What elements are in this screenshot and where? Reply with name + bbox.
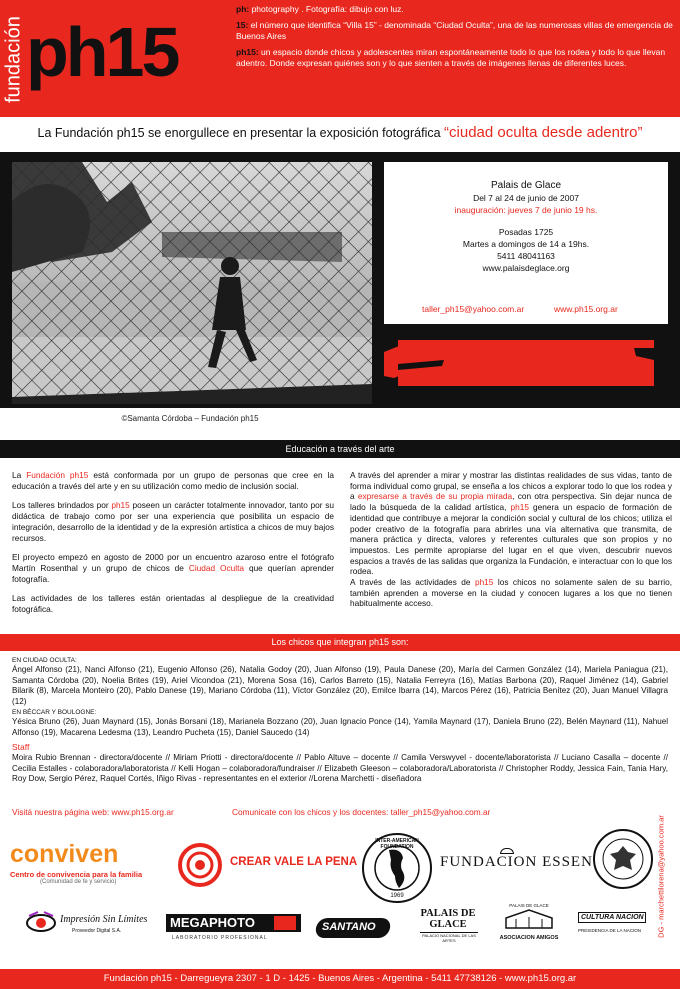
palais-tagline: PALACIO NACIONAL DE LAS ARTES — [420, 932, 478, 943]
event-email-link[interactable]: taller_ph15@yahoo.com.ar — [422, 304, 525, 314]
education-heading: Educación a través del arte — [0, 440, 680, 458]
staff-title: Staff — [12, 742, 30, 753]
education-paragraph: La Fundación ph15 está conformada por un grupo de personas que cree en la educación a través del arte y en su utilización como medio de inclusión social. — [12, 470, 334, 491]
event-info-card — [384, 162, 668, 324]
intro-text: La Fundación ph15 se enorgullece en presentar la exposición fotográfica — [37, 126, 445, 140]
education-paragraph: El proyecto empezó en agosto de 2000 por un encuentro azaroso entre el fotógrafo Martín Rosenthal y un grupo de chicos de Ciudad Oculta que querían aprender fotografía. — [12, 552, 334, 584]
essen-wordmark: FUNDACION ESSEN — [440, 854, 593, 870]
amigos-wordmark: ASOCIACION AMIGOS — [499, 935, 559, 941]
event-dates: Del 7 al 24 de junio de 2007 — [473, 193, 579, 203]
megaphoto-tagline: LABORATORIO PROFESIONAL — [172, 935, 268, 941]
crear-vale-la-pena-logo — [178, 838, 358, 892]
amigos-top-text: PALAIS DE GLACE — [509, 903, 549, 908]
crear-swirl-icon — [178, 842, 222, 888]
definition-ph15 — [236, 47, 676, 69]
definition-15 — [236, 20, 676, 42]
brand-fundacion — [2, 8, 24, 108]
designer-credit — [653, 790, 669, 970]
definition-term: ph: — [236, 4, 250, 14]
definition-text: photography . Fotografía: dibujo con luz. — [249, 4, 404, 14]
education-left-column — [12, 470, 334, 624]
education-paragraph: Las actividades de los talleres están orientadas al despliegue de la creatividad fotográfica. — [12, 593, 334, 615]
event-venue: Palais de Glace — [490, 180, 562, 191]
event-address: Posadas 1725 — [498, 227, 554, 237]
kids-heading: Los chicos que integran ph15 son: — [0, 634, 680, 651]
definition-text: un espacio donde chicos y adolescentes miran espontáneamente todo lo que los rodea y todo lo que llevan adentro. Donde expresan quiénes son y lo que sienten a través de imágenes llenas de diferentes luces. — [236, 47, 666, 68]
cultura-nacion-logo — [578, 912, 646, 946]
definition-ph — [236, 4, 676, 15]
kids-list — [12, 656, 668, 785]
exhibition-title: “ciudad oculta desde adentro” — [444, 124, 643, 141]
website-link[interactable]: Visitá nuestra página web: www.ph15.org.ar — [12, 807, 174, 817]
education-paragraph: Los talleres brindados por ph15 poseen un carácter totalmente innovador, tanto por su didáctica de trabajo como por ser una experiencia que posibilita un espacio de integración, desarrollo de la identidad y de la expresión artística a chicos de muy bajos recursos. — [12, 500, 334, 543]
brand-logo-ph15: ph15 — [26, 13, 178, 91]
conviven-wordmark: conviven — [10, 840, 119, 868]
event-opening: inauguración: jueves 7 de junio 19 hs. — [454, 205, 598, 215]
crear-wordmark: CREAR VALE LA PENA — [230, 856, 358, 868]
red-brush-graphic — [384, 330, 668, 396]
conviven-logo — [10, 840, 175, 890]
group-title-beccar: EN BÉCCAR Y BOULOGNE: — [12, 708, 97, 716]
asociacion-amigos-logo — [496, 903, 562, 949]
definition-term: 15: — [236, 20, 249, 30]
event-phone: 5411 48041163 — [497, 251, 555, 261]
conviven-tagline-2: (Comunidad de fe y servicio) — [40, 879, 117, 885]
conviven-tagline: Centro de convivencia para la familia — [10, 870, 143, 879]
definitions — [236, 4, 676, 74]
definition-text: el número que identifica “Villa 15” - denominada “Ciudad Oculta”, una de las numerosas villas de emergencia de Buenos Aires — [236, 20, 673, 41]
iaf-year: 1969 — [390, 893, 404, 899]
photo-girl-behind-fence — [12, 162, 372, 404]
photo-caption: ©Samanta Córdoba – Fundación ph15 — [121, 414, 259, 423]
cultura-wordmark: CULTURA NACION — [578, 912, 646, 923]
designer-email: DG - marchettilorena@yahoo.com.ar — [656, 815, 666, 938]
impresion-tagline: Proveedor Digital S.A. — [72, 928, 122, 934]
event-web-link[interactable]: www.palaisdeglace.org — [482, 263, 570, 273]
iaf-text: INTER-AMERICAN FOUNDATION — [375, 838, 419, 850]
exhibition-photo — [12, 162, 372, 404]
palais-wordmark: PALAIS DE GLACE — [420, 908, 476, 930]
impresion-sin-limites-logo — [26, 906, 156, 948]
brand-small-text: fundación — [2, 16, 25, 103]
footer-contact-bar: Fundación ph15 - Darregueyra 2307 - 1 D - 1425 - Buenos Aires - Argentina - 5411 47738126 - www.ph15.org.ar — [0, 969, 680, 989]
impresion-wordmark: Impresión Sin Límites — [60, 914, 148, 925]
education-paragraph: A través del aprender a mirar y mostrar las distintas realidades de sus vidas, tanto de forma individual como grupal, se enseña a los chicos a explorar todo lo que los rodea y a expresarse a través de su propia mirada, con otra perspectiva. Sin dejar nunca de lado la búsqueda de la calidad artística, ph15 genera un espacio de formación de identidad que contribuye a mejorar la condición social y cultural de los chicos; utiliza el poder creativo de la fotografía para abrirles una vía alternativa que transmita, de manera práctica y directa, valores y referentes culturales que son propios y no impuestos. Les permite apropiarse del lugar en el que viven, descubrir nuevos espacios a través de las salidas que organiza la Fundación, e interactuar con lo que los rodea. — [350, 470, 673, 577]
megaphoto-wordmark: MEGAPHOTO — [170, 915, 255, 930]
fundacion-essen-logo — [440, 848, 593, 878]
eagle-seal-icon — [592, 828, 654, 890]
santano-wordmark: SANTANO — [322, 921, 376, 933]
cultura-tagline: PRESIDENCIA DE LA NACION — [578, 928, 642, 933]
education-paragraph: A través de las actividades de ph15 los chicos no solamente salen de su barrio, también aprenden a moverse en la ciudad y conocen lugares a los que no tienen habitualmente acceso. — [350, 577, 672, 609]
contact-email-link[interactable]: Comunicate con los chicos y los docentes: taller_ph15@yahoo.com.ar — [232, 807, 491, 817]
megaphoto-logo — [166, 914, 301, 944]
header-banner — [0, 0, 680, 117]
group-title-ciudad-oculta: EN CIUDAD OCULTA: — [12, 657, 77, 664]
group-names-ciudad-oculta: Ángel Alfonso (21), Nanci Alfonso (21), Eugenio Alfonso (26), Natalia Godoy (20), Juan Alfonso (19), Paula Danese (20), María del Carmen González (14), Mariela Paniagua (21), Samanta Córdoba (20), Noelia Brites (19), Ariel Vicondoa (21), Morena Sosa (16), Carlos Barreto (15), Natalia Ferreyra (16), Matías Barbona (20), Raquel Jiménez (14), Gabriel Bilarik (8), Marcela Monteiro (20), Pablo Danese (19), Mariano Córdoba (11), Víctor González (20), Emilce Ibarra (14), Marcos Pérez (16), Patricia Benítez (20), Juan Manuel Villagra (12) — [12, 665, 668, 707]
definition-term: ph15: — [236, 47, 259, 57]
staff-list: Moira Rubio Brennan - directora/docente // Miriam Priotti - directora/docente // Pablo Altuve – docente // Camila Verswyvel - docente/laboratorista // Luciano Casalla – docente // Cecilia Estalles - colaboradora/laboratorista // Kelli Hogan – colaboradora/fundraiser // Elizabeth Gleeson – colaboradora/Laboratorista // Christopher Roddy, Jessica Fain, Tania Hary, Roy Dow, Sergio Pérez, Raquel Cortés, Iñigo Rivas - representantes en el exterior //Lorena Marchetti - diseñadora — [12, 752, 668, 784]
palais-de-glace-logo — [420, 908, 480, 948]
palace-building-icon — [496, 908, 562, 930]
event-site-link[interactable]: www.ph15.org.ar — [554, 304, 618, 314]
santano-logo — [316, 916, 396, 942]
eye-icon — [26, 908, 56, 938]
group-names-beccar: Yésica Bruno (26), Juan Maynard (15), Jonás Borsani (18), Marianela Bozzano (20), Juan Ignacio Ponce (14), Yamila Maynard (17), Daniela Bruno (22), Belén Maynard (11), Nahuel Alfonso (19), Macarena Ledesma (13), Leandro Pucheta (15), Daniel Saucedo (14) — [12, 716, 668, 737]
education-right-column — [350, 470, 672, 609]
inter-american-foundation-logo — [361, 832, 433, 904]
us-embassy-seal — [592, 828, 654, 890]
exhibition-intro — [0, 124, 680, 141]
event-hours: Martes a domingos de 14 a 19hs. — [462, 239, 590, 249]
